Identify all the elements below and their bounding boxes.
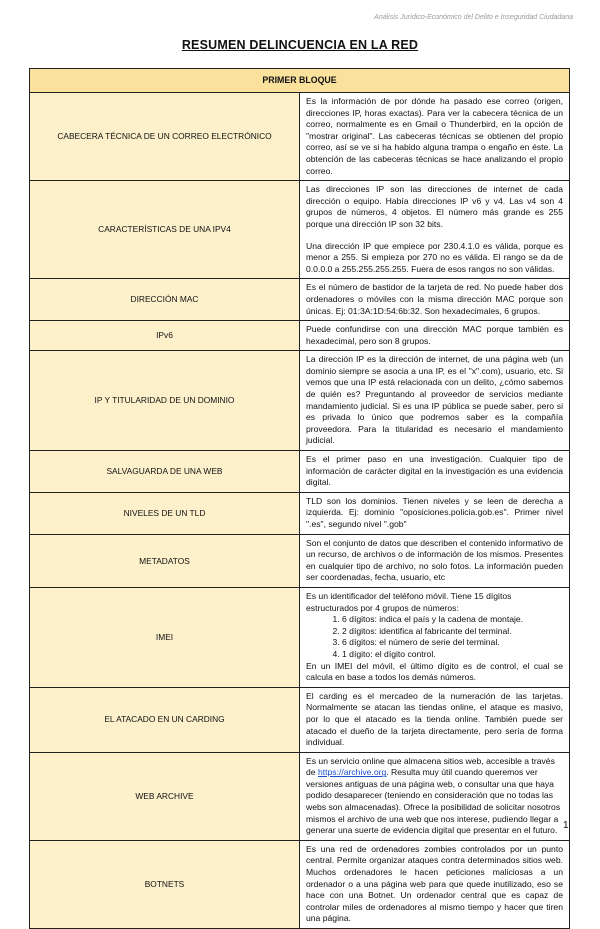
- table-row: [30, 587, 570, 687]
- definition-cell: [300, 321, 570, 351]
- term-cell: BOTNETS: [30, 840, 300, 928]
- definition-cell: [300, 451, 570, 493]
- definition-text: Es el número de bastidor de la tarjeta de red. No puede haber dos ordenadores o móviles con la misma dirección MAC porque son únicas. Ej: 01:3A:1D:54:6b:32. Son hexadecimales, 6 grupos.: [306, 282, 563, 316]
- definition-text: Es un servicio online que almacena sitios web, accesible a través de: [306, 755, 555, 778]
- definition-text: La dirección IP es la dirección de internet, de una página web (un dominio siempre se asocia a una IP, es el "x".com), usuario, etc. Si vemos que una IP está relacionada con un delito, ¿cómo sabemos de quién es? Preguntando al proveedor de servicios mediante mandamiento judicial. Si es una IP pública se puede saber, pero si es privada lo único que podremos saber es la compañía proveedora. Para la titularidad es necesario el mandamiento judicial.: [306, 354, 563, 446]
- definition-cell: [300, 840, 570, 928]
- term-cell: IPv6: [30, 321, 300, 351]
- definition-cell: [300, 687, 570, 752]
- list-item: 2. 2 dígitos: identifica al fabricante del terminal.: [342, 626, 563, 638]
- definition-cell: [300, 752, 570, 840]
- term-cell: CABECERA TÉCNICA DE UN CORREO ELECTRÓNICO: [30, 93, 300, 181]
- definition-cell: [300, 587, 570, 687]
- definition-text: Es una red de ordenadores zombies controlados por un punto central. Permite organizar ataques contra determinados sitios web. Muchos ordenadores le hacen peticiones maliciosas a un ordenador o a una página web para que quede inutilizado, eso se hace con una Botnet. Un ordenador central que es capaz de controlar miles de ordenadores al mismo tiempo y hacer que tiren una página.: [306, 843, 563, 924]
- table-row: [30, 687, 570, 752]
- table-row: [30, 351, 570, 451]
- imei-digit-list: [306, 614, 563, 660]
- term-cell: IP Y TITULARIDAD DE UN DOMINIO: [30, 351, 300, 451]
- table-row: [30, 181, 570, 279]
- definition-cell: [300, 492, 570, 534]
- definition-text: Es el primer paso en una investigación. Cualquier tipo de información de carácter digital en la investigación es una evidencia digital.: [306, 454, 563, 488]
- definition-cell: [300, 534, 570, 587]
- term-cell: WEB ARCHIVE: [30, 752, 300, 840]
- definition-cell: [300, 351, 570, 451]
- list-item: 4. 1 dígito: el dígito control.: [342, 649, 563, 661]
- definition-cell: [300, 279, 570, 321]
- definition-text: El carding es el mercadeo de la numeración de las tarjetas. Normalmente se atacan las tiendas online, el ataque es masivo, por lo que el atacado es la tienda online. También puede ser atacado el dueño de la tarjeta directamente, pero sería de forma individual.: [306, 690, 563, 748]
- page-number: 1: [563, 820, 569, 831]
- term-cell: DIRECCIÓN MAC: [30, 279, 300, 321]
- block-header: PRIMER BLOQUE: [30, 69, 570, 93]
- table-row: [30, 534, 570, 587]
- table-row: [30, 492, 570, 534]
- page-title: RESUMEN DELINCUENCIA EN LA RED: [181, 38, 419, 52]
- table-row: [30, 93, 570, 181]
- list-item: 1. 6 dígitos: indica el país y la cadena de montaje.: [342, 614, 563, 626]
- definition-text: Una dirección IP que empiece por 230.4.1.0 es válida, porque es menor a 255. Si empieza por 270 no es válida. El rango se da de 0.0.0.0 a 255.255.255.255. Fuera de esos rangos no son válidas.: [306, 240, 563, 274]
- running-header: Análisis Jurídico-Económico del Delito e Inseguridad Ciudadana: [374, 14, 573, 21]
- definition-text: Las direcciones IP son las direcciones de internet de cada dirección o equipo. Había direcciones IP v6 y v4. Las v4 son 4 grupos de números, 4 objetos. El número más grande es 255 porque una dirección IP son 32 bits.: [306, 184, 563, 229]
- definition-text: TLD son los dominios. Tienen niveles y se leen de derecha a izquierda. Ej: dominio "oposiciones.policia.gob.es". Primer nivel ".es", segundo nivel ".gob": [306, 495, 563, 529]
- definition-text: Es un identificador del teléfono móvil. Tiene 15 dígitos estructurados por 4 grupos de números:: [306, 590, 512, 613]
- term-cell: METADATOS: [30, 534, 300, 587]
- definition-cell: [300, 93, 570, 181]
- table-row: [30, 279, 570, 321]
- summary-table: [29, 68, 570, 929]
- definition-text: Son el conjunto de datos que describen el contenido informativo de un recurso, de archivos o de información de los mismos. Presentes en cualquier tipo de archivo, no solo fotos. La información pueden ser coordenadas, fecha, usuario, etc: [306, 537, 563, 583]
- table-header-row: [30, 69, 570, 93]
- term-cell: IMEI: [30, 587, 300, 687]
- list-item: 3. 6 dígitos: el número de serie del terminal.: [342, 637, 563, 649]
- definition-text: Es la información de por dónde ha pasado ese correo (origen, direcciones IP, horas exactas). Para ver la cabecera técnica de un correo, normalmente es en Gmail o Thunderbird, en la opción de "mostrar original". Las cabeceras técnicas se obtienen del propio correo, así se ve si ha habido alguna trampa o engaño en éste. La obtención de las cabeceras técnicas se hace analizando el propio correo.: [306, 96, 563, 176]
- term-cell: NIVELES DE UN TLD: [30, 492, 300, 534]
- term-cell: SALVAGUARDA DE UNA WEB: [30, 451, 300, 493]
- table-row: [30, 321, 570, 351]
- term-cell: EL ATACADO EN UN CARDING: [30, 687, 300, 752]
- table-row: [30, 752, 570, 840]
- definition-text: . Resulta muy útil cuando queremos ver versiones antiguas de una página web, o consultar una que haya podido desaparecer (teniendo en consideración que no todas las webs son almacenadas). Ofrece la posibilidad de solicitar nosotros mismos el archivo de una web que nos interese, pudiendo llegar a generar una suerte de evidencia digital que presentar en el futuro.: [306, 767, 561, 836]
- table-row: [30, 451, 570, 493]
- term-cell: CARACTERÍSTICAS DE UNA IPV4: [30, 181, 300, 279]
- table-row: [30, 840, 570, 928]
- definition-cell: [300, 181, 570, 279]
- definition-text: En un IMEI del móvil, el último dígito es de control, el cual se calcula en base a todos los demás números.: [306, 660, 563, 683]
- archive-link[interactable]: https://archive.org: [317, 767, 387, 778]
- definition-text: Puede confundirse con una dirección MAC porque también es hexadecimal, pero son 8 grupos.: [306, 324, 563, 346]
